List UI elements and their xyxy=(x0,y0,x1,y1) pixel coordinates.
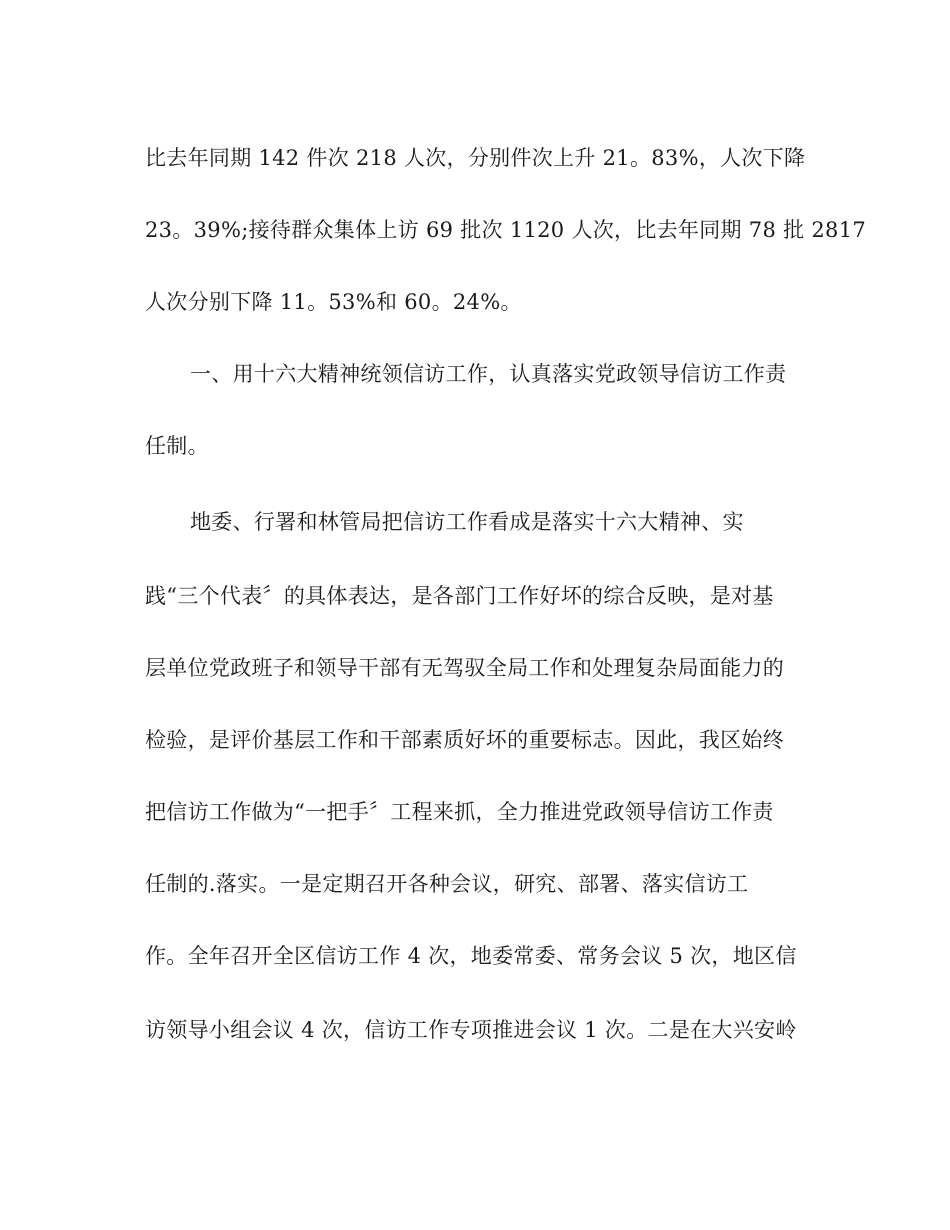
text-line: 层单位党政班子和领导干部有无驾驭全局工作和处理复杂局面能力的 xyxy=(145,656,784,680)
text-line: 作。全年召开全区信访工作 4 次，地委常委、常务会议 5 次，地区信 xyxy=(145,944,797,968)
section-heading-line: 任制。 xyxy=(145,434,209,458)
text-line: 任制的.落实。一是定期召开各种会议，研究、部署、落实信访工 xyxy=(145,872,749,896)
text-line: 地委、行署和林管局把信访工作看成是落实十六大精神、实 xyxy=(190,510,744,534)
text-line: 检验，是评价基层工作和干部素质好坏的重要标志。因此，我区始终 xyxy=(145,728,784,752)
text-line: 23。39%;接待群众集体上访 69 批次 1120 人次，比去年同期 78 批 2817 xyxy=(145,218,867,242)
text-line: 比去年同期 142 件次 218 人次，分别件次上升 21。83%，人次下降 xyxy=(145,146,806,170)
section-heading-line: 一、用十六大精神统领信访工作，认真落实党政领导信访工作责 xyxy=(190,362,787,386)
text-line: 人次分别下降 11。53%和 60。24%。 xyxy=(145,290,522,314)
text-line: 践“三个代表〞的具体表达，是各部门工作好坏的综合反映，是对基 xyxy=(145,584,774,608)
text-line: 访领导小组会议 4 次，信访工作专项推进会议 1 次。二是在大兴安岭 xyxy=(145,1018,797,1042)
text-line: 把信访工作做为“一把手〞工程来抓，全力推进党政领导信访工作责 xyxy=(145,800,774,824)
